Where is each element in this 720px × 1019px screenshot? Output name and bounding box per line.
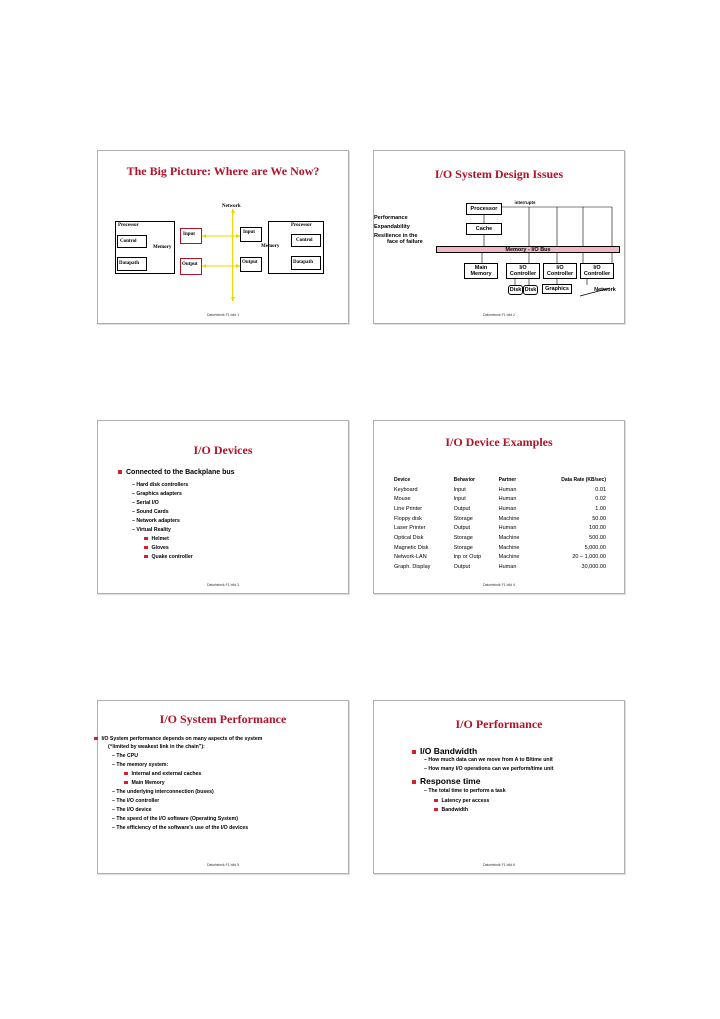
- slide-footer: Datorteknik F1 bild 3: [206, 583, 240, 587]
- list-item: – Graphics adapters: [132, 491, 182, 497]
- list-item: – Sound Cards: [132, 509, 169, 515]
- table-cell: Human: [498, 496, 517, 503]
- left-input-label: Input: [183, 232, 195, 237]
- slide-footer: Datorteknik F1 bild 4: [482, 583, 516, 587]
- table-cell: Inp or Outp: [453, 554, 482, 561]
- table-cell: Machine: [498, 515, 520, 522]
- right-processor-label: Processor: [291, 223, 312, 228]
- slide-title: The Big Picture: Where are We Now?: [126, 164, 320, 178]
- bullet-square-icon: [434, 799, 438, 803]
- table-row: [394, 514, 606, 524]
- table-row: [394, 543, 606, 553]
- bullet-square-icon: [94, 737, 98, 741]
- list-item: – The memory system:: [112, 762, 169, 768]
- table-cell: Mouse: [394, 496, 411, 503]
- table-cell: Laser Printer: [394, 525, 426, 532]
- slide-footer: Datorteknik F1 bild 6: [482, 863, 516, 867]
- intro-text: I/O System performance depends on many aspects of the system: [94, 736, 334, 742]
- memory-io-bus: Memory - I/O Bus: [436, 246, 620, 253]
- bullet-square-icon: [118, 470, 122, 474]
- table-cell: Output: [453, 564, 471, 571]
- table-row: [394, 504, 606, 514]
- table-row: [394, 562, 606, 572]
- network-label: Network: [594, 287, 616, 293]
- list-item: – Virtual Reality: [132, 527, 171, 533]
- table-cell: Output: [453, 505, 471, 512]
- network-connectors: [98, 151, 348, 323]
- disk-1: Disk: [509, 287, 522, 293]
- list-item: Main Memory: [124, 780, 165, 786]
- bullet-square-icon: [124, 781, 128, 785]
- table-cell: Machine: [498, 554, 520, 561]
- table-cell: Input: [453, 486, 466, 493]
- slide-io-devices: [97, 420, 349, 594]
- io-controller-2: I/O Controller: [543, 263, 577, 279]
- graphics-box: Graphics: [542, 284, 572, 294]
- table-cell: Floppy disk: [394, 515, 422, 522]
- table-cell: Output: [453, 525, 471, 532]
- list-item: – The I/O controller: [112, 798, 160, 804]
- main-memory-box: Main Memory: [464, 263, 498, 279]
- slide-big-picture: [97, 150, 349, 324]
- table-row: [394, 485, 606, 495]
- network-label: Network: [222, 204, 241, 209]
- io-system-lines: [374, 151, 624, 323]
- list-item: – How many I/O operations can we perform/time unit: [424, 766, 554, 772]
- table-row: [394, 533, 606, 543]
- issue-failure: face of failure: [387, 239, 423, 245]
- table-cell: 1.00: [595, 505, 606, 512]
- right-output-label: Output: [242, 260, 258, 265]
- slide-footer: Datorteknik F1 bild 2: [482, 313, 516, 317]
- slide-title: I/O Performance: [455, 717, 543, 731]
- bullet-square-icon: [412, 750, 416, 754]
- list-item: Latency per access: [434, 798, 489, 804]
- interrupts-label: interrupts: [514, 200, 536, 205]
- list-item: – The speed of the I/O software (Operating System): [112, 816, 238, 822]
- table-cell: Network-LAN: [394, 554, 427, 561]
- left-control-label: Control: [120, 239, 137, 244]
- slide-io-system-performance: [97, 700, 349, 874]
- table-cell: Human: [498, 525, 517, 532]
- slide-footer: Datorteknik F1 bild 1: [206, 313, 240, 317]
- slide-footer: Datorteknik F1 bild 5: [206, 863, 240, 867]
- column-header: Data Rate (KB/sec): [561, 476, 606, 483]
- heading-response-time: Response time: [412, 776, 480, 786]
- left-processor-label: Processor: [118, 223, 139, 228]
- left-output-label: Output: [182, 262, 198, 267]
- list-item: – Serial I/O: [132, 500, 159, 506]
- table-cell: Magnetic Disk: [394, 544, 429, 551]
- column-header: Behavior: [453, 476, 475, 483]
- list-item: – Network adapters: [132, 518, 180, 524]
- list-item: Helmet: [144, 536, 169, 542]
- slide-title: I/O Device Examples: [445, 435, 553, 449]
- left-memory-label: Memory: [153, 245, 172, 250]
- table-cell: 30,000.00: [581, 564, 606, 571]
- table-cell: 0.01: [595, 486, 606, 493]
- list-item: Gloves: [144, 545, 169, 551]
- list-item: Quake controller: [144, 554, 193, 560]
- bullet-square-icon: [144, 555, 148, 559]
- list-item: Internal and external caches: [124, 771, 201, 777]
- table-header-row: [394, 475, 606, 485]
- table-cell: Optical Disk: [394, 534, 424, 541]
- table-cell: 5,000.00: [584, 544, 606, 551]
- list-item: – The underlying interconnection (buses): [112, 789, 214, 795]
- left-datapath-label: Datapath: [119, 261, 140, 266]
- slide-title: I/O Devices: [193, 443, 253, 457]
- list-item: Bandwidth: [434, 807, 468, 813]
- bullet-square-icon: [144, 546, 148, 550]
- bullet-square-icon: [434, 808, 438, 812]
- list-item: – The total time to perform a task: [424, 788, 506, 794]
- intro-text-2: (“limited by weakest link in the chain”):: [108, 744, 205, 750]
- table-cell: 0.02: [595, 496, 606, 503]
- right-memory-label: Memory: [261, 244, 280, 249]
- table-cell: Keyboard: [394, 486, 418, 493]
- list-item: – The CPU: [112, 753, 138, 759]
- list-item: – How much data can we move from A to B/time unit: [424, 757, 553, 763]
- bullet-square-icon: [124, 772, 128, 776]
- table-cell: Storage: [453, 544, 473, 551]
- table-cell: Human: [498, 486, 517, 493]
- table-cell: 20 – 1,000.00: [572, 554, 606, 561]
- table-cell: Human: [498, 564, 517, 571]
- table-cell: Human: [498, 505, 517, 512]
- table-row: [394, 523, 606, 533]
- bullet-square-icon: [144, 537, 148, 541]
- processor-box: Processor: [466, 203, 502, 215]
- table-cell: Machine: [498, 544, 520, 551]
- table-cell: 100.00: [589, 525, 606, 532]
- list-item: – Hard disk controllers: [132, 482, 189, 488]
- table-cell: Line Printer: [394, 505, 423, 512]
- table-cell: 50.00: [592, 515, 606, 522]
- slide-io-performance: [373, 700, 625, 874]
- issue-expandability: Expandability: [374, 224, 410, 230]
- slide-title: I/O System Performance: [159, 712, 287, 726]
- right-datapath-label: Datapath: [293, 260, 314, 265]
- table-row: [394, 494, 606, 504]
- right-input-label: Input: [243, 230, 255, 235]
- right-control-label: Control: [296, 238, 313, 243]
- cache-box: Cache: [466, 223, 502, 235]
- table-cell: Storage: [453, 515, 473, 522]
- list-item: – The efficiency of the software’s use of the I/O devices: [112, 825, 249, 831]
- column-header: Partner: [498, 476, 517, 483]
- table-cell: Machine: [498, 534, 520, 541]
- slide-io-device-examples: [373, 420, 625, 594]
- heading-backplane: Connected to the Backplane bus: [118, 469, 235, 476]
- bullet-square-icon: [412, 780, 416, 784]
- issue-performance: Performance: [374, 215, 408, 221]
- io-controller-3: I/O Controller: [580, 263, 614, 279]
- io-controller-1: I/O Controller: [506, 263, 540, 279]
- table-cell: 500.00: [589, 534, 606, 541]
- list-item: – The I/O device: [112, 807, 152, 813]
- table-cell: Storage: [453, 534, 473, 541]
- slide-io-design-issues: [373, 150, 625, 324]
- table-row: [394, 553, 606, 563]
- disk-2: Disk: [524, 287, 537, 293]
- device-table: [394, 475, 606, 572]
- slide-title: I/O System Design Issues: [434, 167, 564, 181]
- table-cell: Input: [453, 496, 466, 503]
- column-header: Device: [394, 476, 411, 483]
- issue-resilience: Resilience in the: [374, 233, 418, 239]
- table-cell: Graph. Display: [394, 564, 431, 571]
- heading-bandwidth: I/O Bandwidth: [412, 746, 477, 756]
